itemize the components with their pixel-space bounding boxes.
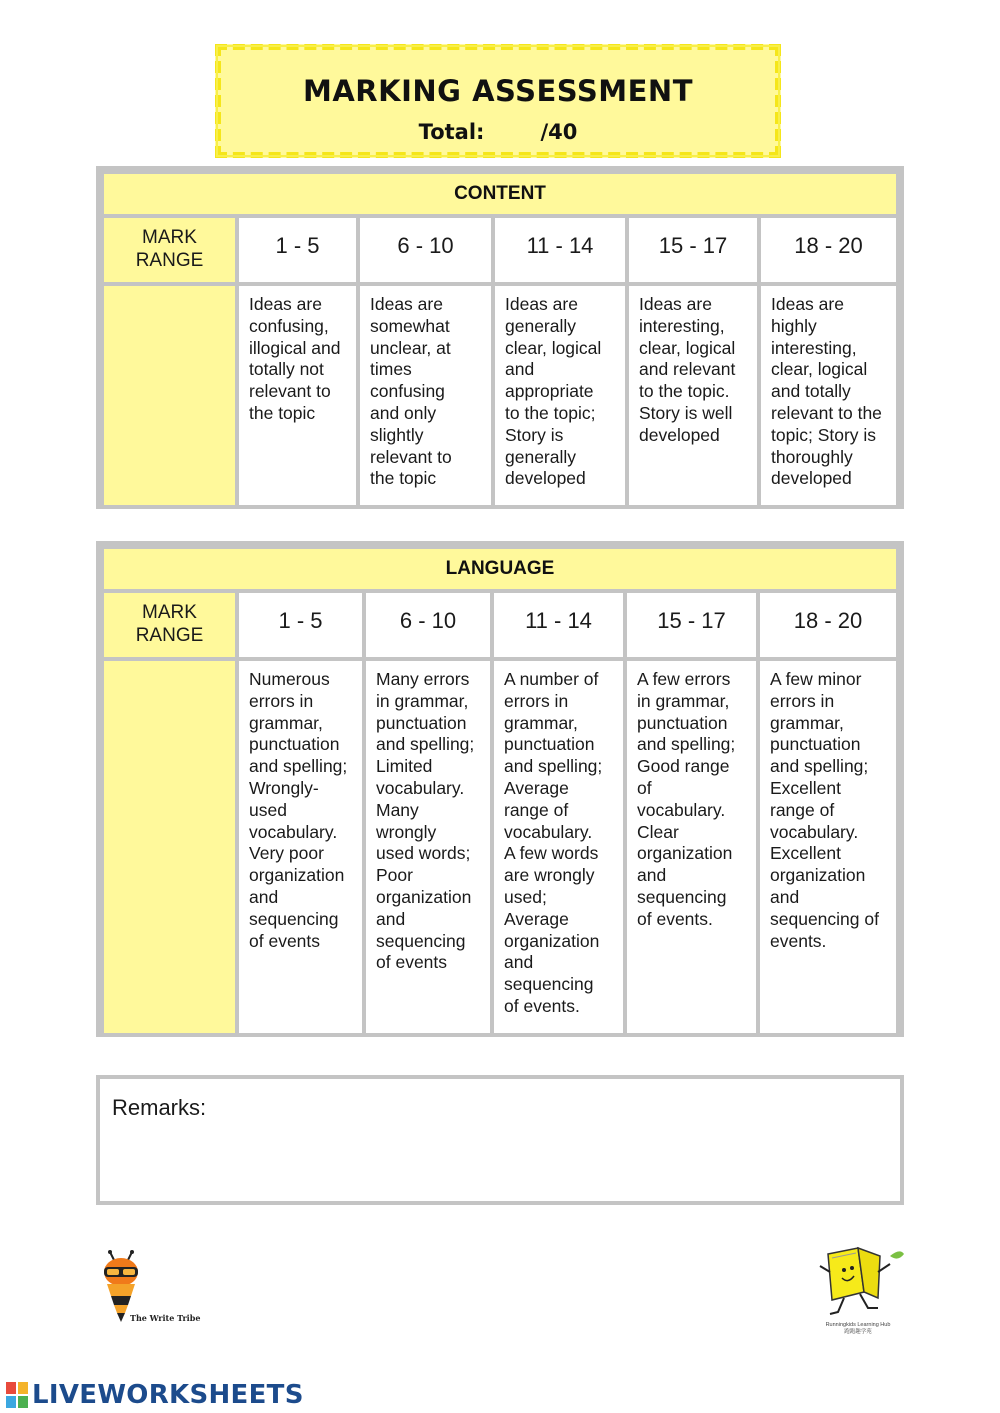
liveworksheets-icon (6, 1382, 28, 1408)
remarks-box[interactable] (96, 1075, 904, 1205)
language-range-5: 18 - 20 (760, 593, 896, 657)
language-range-4: 15 - 17 (627, 593, 756, 657)
content-range-1: 1 - 5 (239, 218, 356, 282)
content-rubric-table (96, 166, 904, 509)
language-desc-1: Numerous errors in grammar, punctuation and spelling; Wrongly- used vocabulary. Very poor organization and sequencing of events (239, 661, 362, 1033)
liveworksheets-brand[interactable] (6, 1380, 304, 1410)
content-mark-range-label: MARK RANGE (104, 218, 235, 282)
content-desc-2: Ideas are somewhat unclear, at times confusing and only slightly relevant to the topic (360, 286, 491, 505)
remarks-label: Remarks: (112, 1095, 207, 1120)
book-caption (808, 1322, 908, 1336)
language-range-3: 11 - 14 (494, 593, 623, 657)
content-header: CONTENT (104, 174, 896, 214)
book-caption-line1: Runningkids Learning Hub (825, 1322, 891, 1328)
content-range-5: 18 - 20 (761, 218, 896, 282)
language-blank-cell (104, 661, 235, 1033)
content-desc-5: Ideas are highly interesting, clear, logical and totally relevant to the topic; Story is thoroughly developed (761, 286, 896, 505)
runningkids-logo (808, 1242, 908, 1342)
language-desc-3: A number of errors in grammar, punctuation and spelling; Average range of vocabulary. A few words are wrongly used; Average organization and sequencing of events. (494, 661, 623, 1033)
running-book-icon (808, 1242, 908, 1322)
bee-caption: The Write Tribe (130, 1313, 201, 1323)
language-header: LANGUAGE (104, 549, 896, 589)
language-desc-2: Many errors in grammar, punctuation and spelling; Limited vocabulary. Many wrongly used words; Poor organization and sequencing of events (366, 661, 490, 1033)
language-range-2: 6 - 10 (366, 593, 490, 657)
content-range-3: 11 - 14 (495, 218, 625, 282)
language-rubric-table (96, 541, 904, 1037)
book-caption-line2: 跑跑趣学苑 (844, 1329, 872, 1335)
brand-name: LIVEWORKSHEETS (32, 1380, 304, 1410)
language-desc-5: A few minor errors in grammar, punctuation and spelling; Excellent range of vocabulary. Excellent organization and sequencing of events. (760, 661, 896, 1033)
language-range-1: 1 - 5 (239, 593, 362, 657)
content-range-2: 6 - 10 (360, 218, 491, 282)
page-title: MARKING ASSESSMENT (303, 74, 693, 108)
content-desc-4: Ideas are interesting, clear, logical and relevant to the topic. Story is well developed (629, 286, 757, 505)
language-mark-range-label: MARK RANGE (104, 593, 235, 657)
content-range-4: 15 - 17 (629, 218, 757, 282)
content-blank-cell (104, 286, 235, 505)
write-tribe-logo (98, 1250, 208, 1330)
language-desc-4: A few errors in grammar, punctuation and spelling; Good range of vocabulary. Clear organization and sequencing of events. (627, 661, 756, 1033)
content-desc-1: Ideas are confusing, illogical and totally not relevant to the topic (239, 286, 356, 505)
total-value: /40 (540, 120, 578, 144)
total-score (221, 120, 775, 144)
content-desc-3: Ideas are generally clear, logical and appropriate to the topic; Story is generally developed (495, 286, 625, 505)
title-box (215, 44, 781, 158)
total-label: Total: (418, 120, 485, 144)
